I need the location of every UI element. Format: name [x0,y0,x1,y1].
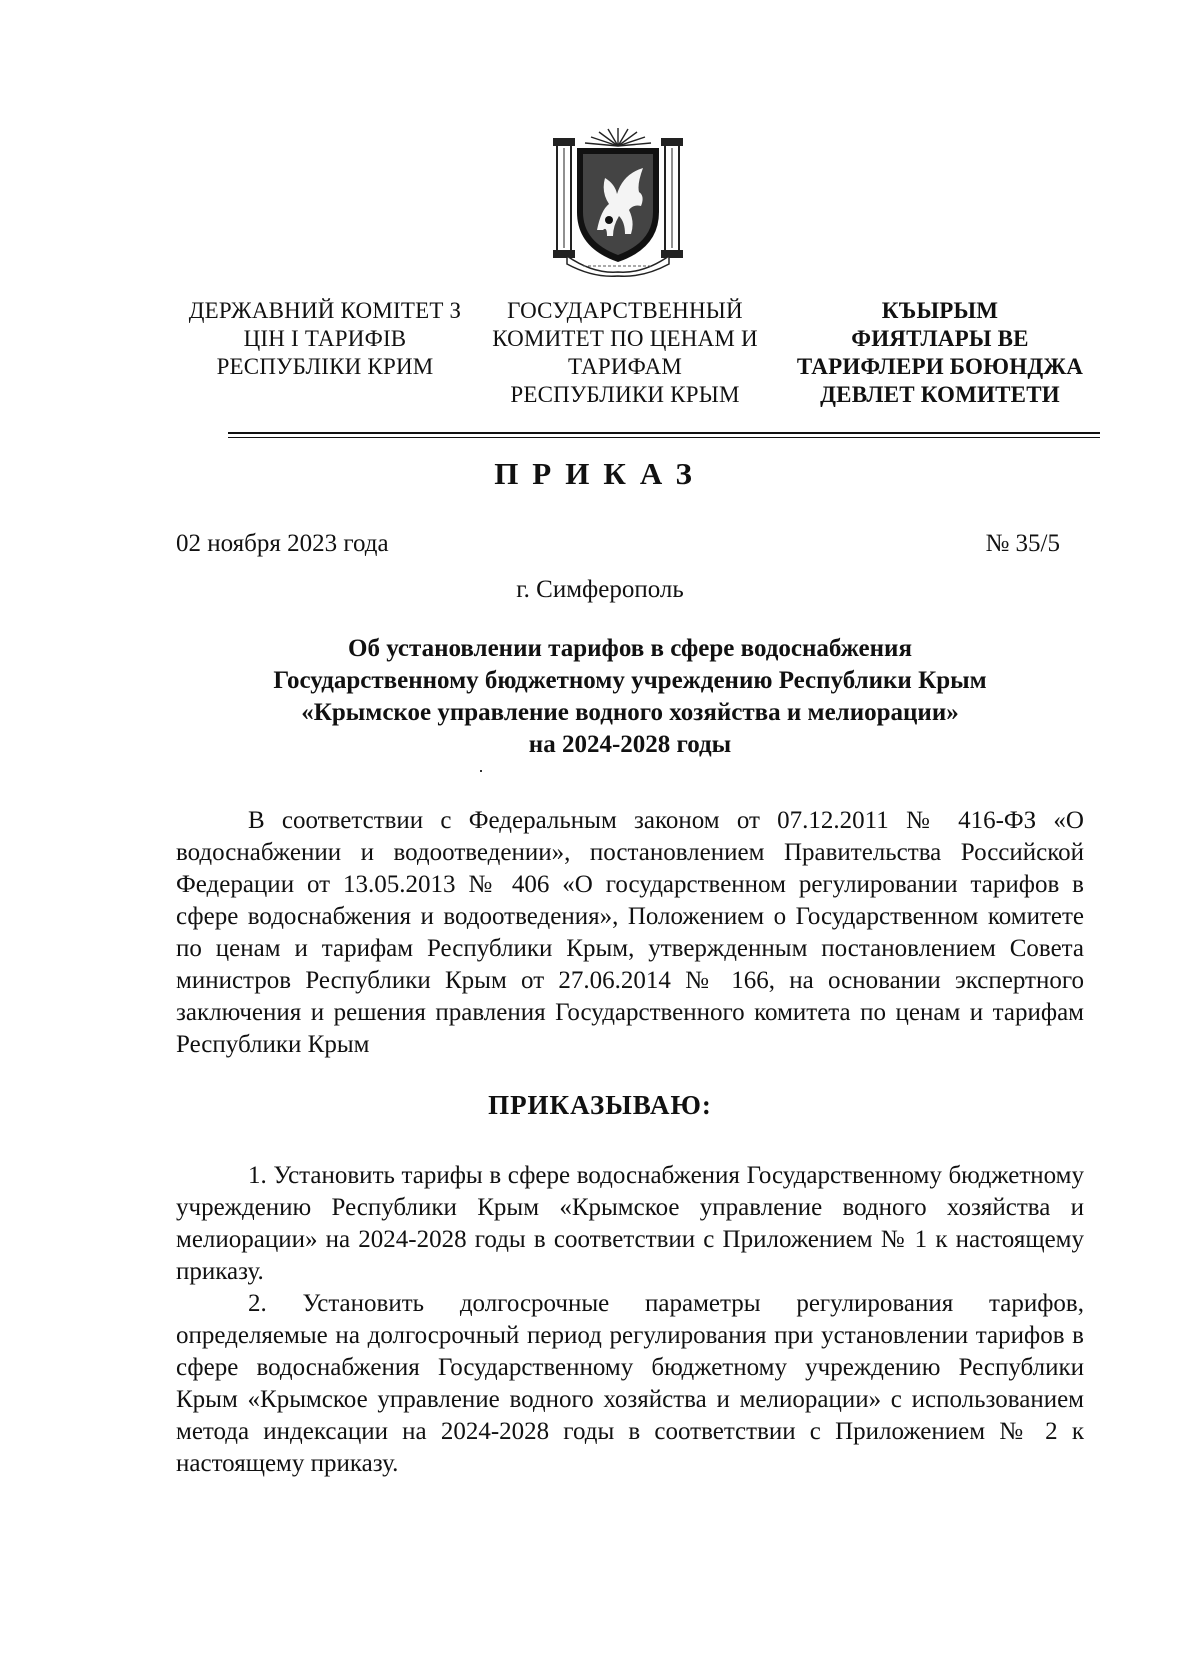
subject-line: на 2024-2028 годы [528,731,732,758]
department-line: ДЕВЛЕТ КОМИТЕТИ [820,382,1060,407]
department-line: ФИЯТЛАРЫ ВЕ [851,326,1029,351]
scan-speck [480,770,482,772]
department-line: ТАРИФЛЕРИ БОЮНДЖА [796,354,1084,379]
department-line: КОМИТЕТ ПО ЦЕНАМ И [492,326,758,351]
department-name-crimean-tatar [790,297,1090,409]
order-item-2: 2. Установить долгосрочные параметры регулирования тарифов, определяемые на долгосрочный период регулирования при установлении тарифов в сфере водоснабжения Государственному бюджетному учреждению Республики Крым «Крымское управление водного хозяйства и мелиорации» с использованием метода индексации на 2024-2028 годы в соответствии с Приложением № 2 к настоящему приказу. [176,1290,1084,1477]
header-divider [228,432,1100,434]
department-name-russian [480,297,770,409]
department-line: КЪЫРЫМ [881,298,999,323]
department-line: ГОСУДАРСТВЕННЫЙ [507,298,743,323]
department-name-ukrainian [170,297,480,381]
order-item-1: 1. Установить тарифы в сфере водоснабжения Государственному бюджетному учреждению Республики Крым «Крымское управление водного хозяйства и мелиорации» на 2024-2028 годы в соответствии с Приложением № 1 к настоящему приказу. [176,1162,1084,1285]
subject-line: Об установлении тарифов в сфере водоснабжения [348,635,912,662]
coat-of-arms-icon [553,126,683,278]
order-subject [180,633,1080,761]
preamble-paragraph: В соответствии с Федеральным законом от 07.12.2011 № 416-ФЗ «О водоснабжении и водоотведении», постановлением Правительства Российской Федерации от 13.05.2013 № 406 «О государственном регулировании тарифов в сфере водоснабжения и водоотведения», Положением о Государственном комитете по ценам и тарифам Республики Крым, утвержденным постановлением Совета министров Республики Крым от 27.06.2014 № 166, на основании экспертного заключения и решения правления Государственного комитета по ценам и тарифам Республики Крым [176,807,1084,1058]
order-city: г. Симферополь [516,576,684,603]
department-line: ЦІН І ТАРИФІВ [243,326,407,351]
subject-line: «Крымское управление водного хозяйства и мелиорации» [301,699,959,726]
order-number: № 35/5 [985,530,1060,557]
ordering-word: ПРИКАЗЫВАЮ: [488,1090,712,1120]
department-line: РЕСПУБЛІКИ КРИМ [216,354,434,379]
header-divider-thin [228,437,1100,438]
department-line: ТАРИФАМ [567,354,683,379]
subject-line: Государственному бюджетному учреждению Республики Крым [273,667,987,694]
order-date: 02 ноября 2023 года [176,530,389,557]
department-line: РЕСПУБЛИКИ КРЫМ [510,382,740,407]
order-title: ПРИКАЗ [494,456,706,491]
department-line: ДЕРЖАВНИЙ КОМІТЕТ З [188,298,462,323]
